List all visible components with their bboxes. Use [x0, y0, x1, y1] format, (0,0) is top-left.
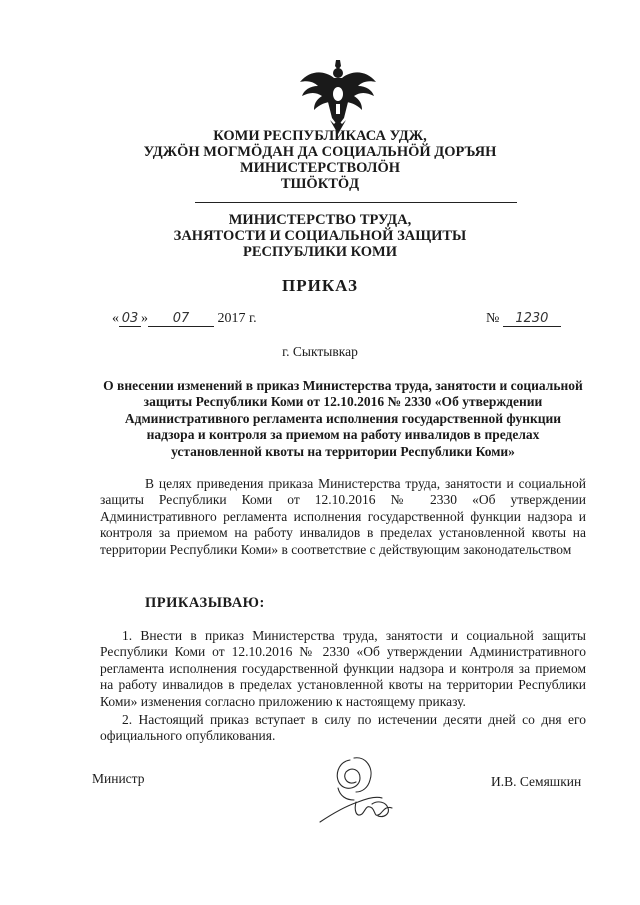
header-komi-line: КОМИ РЕСПУБЛИКАСА УДЖ,	[213, 128, 427, 144]
header-komi-line: МИНИСТЕРСТВОЛӦН	[239, 160, 401, 176]
number-line	[486, 311, 561, 327]
header-divider	[195, 202, 517, 203]
header-ru-line: МИНИСТЕРСТВО ТРУДА,	[228, 212, 412, 228]
order-item-2: 2. Настоящий приказ вступает в силу по истечении десяти дней со дня его официального опубликования.	[100, 712, 586, 744]
order-heading: ПРИКАЗЫВАЮ:	[145, 595, 265, 611]
date-month: 07	[148, 312, 214, 327]
handwritten-signature-icon	[316, 752, 402, 830]
preamble-paragraph: В целях приведения приказа Министерства труда, занятости и социальной защиты Республики Коми от 12.10.2016 № 2330 «Об утверждении Административного регламента исполнения государственной функции надзора и контроля за приемом на работу инвалидов в пределах установленной квоты на территории Республики Коми» в соответствие с действующим законодательством	[100, 476, 586, 557]
signer-name: И.В. Семяшкин	[491, 774, 582, 789]
header-ru-line: РЕСПУБЛИКИ КОМИ	[242, 244, 398, 260]
date-line	[112, 311, 257, 327]
header-komi	[0, 128, 640, 192]
date-day: 03	[119, 312, 141, 327]
city: г. Сыктывкар	[282, 344, 358, 359]
number-label: №	[486, 311, 500, 326]
header-komi-line: ТШӦКТӦД	[280, 176, 360, 192]
date-close-quote: »	[141, 311, 148, 326]
number-value: 1230	[503, 312, 561, 327]
order-item-1: 1. Внести в приказ Министерства труда, занятости и социальной защиты Республики Коми от 12.10.2016 № 2330 «Об утверждении Административного регламента исполнения государственной функции надзора и контроля за приемом на работу инвалидов в пределах установленной квоты на территории Республики Коми» изменения согласно приложению к настоящему приказу.	[100, 628, 586, 709]
signature-title: Министр	[92, 771, 145, 786]
date-year: 2017 г.	[217, 311, 257, 326]
order-subject: О внесении изменений в приказ Министерства труда, занятости и социальной защиты Республики Коми от 12.10.2016 № 2330 «Об утверждении Административного регламента исполнения государственной функции надзора и контроля за приемом на работу инвалидов в пределах установленной квоты на территории Республики Коми»	[103, 378, 583, 459]
document-title: ПРИКАЗ	[282, 276, 358, 295]
date-open-quote: «	[112, 311, 119, 326]
header-ru	[0, 212, 640, 260]
header-komi-line: УДЖӦН МОГМӦДАН ДА СОЦИАЛЬНӦЙ ДОРЪЯН	[143, 144, 497, 160]
komi-eagle-emblem-icon	[296, 56, 380, 136]
header-ru-line: ЗАНЯТОСТИ И СОЦИАЛЬНОЙ ЗАЩИТЫ	[173, 228, 467, 244]
